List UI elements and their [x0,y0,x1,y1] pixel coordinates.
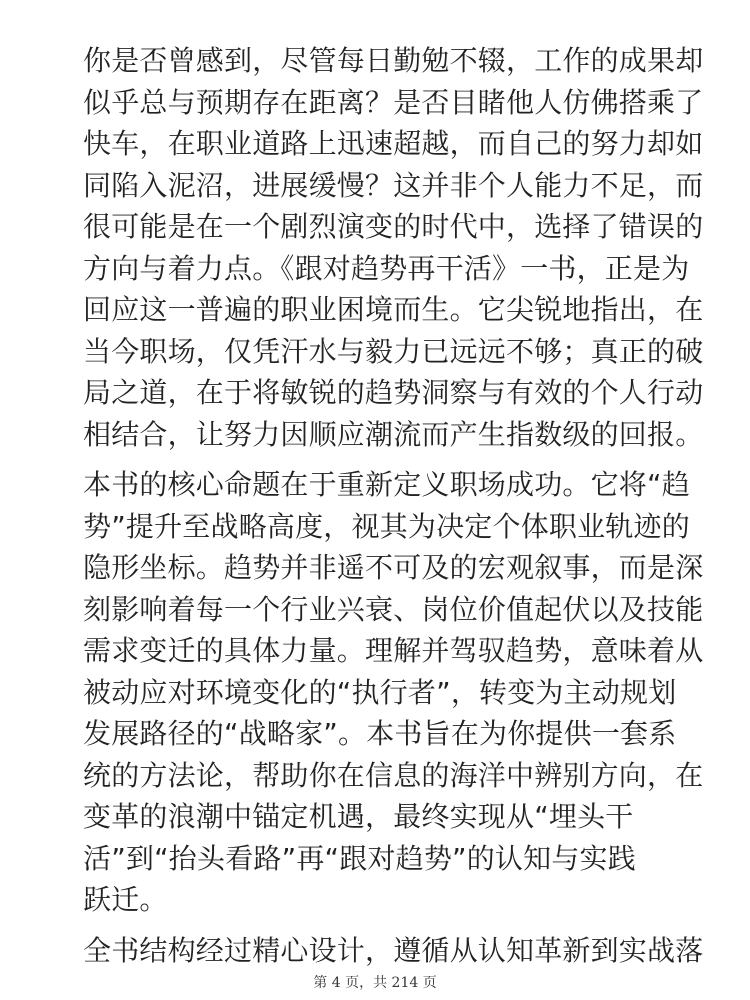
paragraph-1 [83,40,704,455]
text-line: 发展路径的“战略家”。本书旨在为你提供一套系 [83,717,677,750]
text-line: 回应这一普遍的职业困境而生。它尖锐地指出，在 [83,293,704,326]
text-line: 跃迁。 [83,883,168,916]
text-line: 同陷入泥沼，进展缓慢？这并非个人能力不足，而 [83,168,704,202]
page-footer [0,972,750,992]
paragraph-2 [83,464,704,921]
total-pages-number: 214 [391,975,419,991]
text-line: 刻影响着每一个行业兴衰、岗位价值起伏以及技能 [83,592,704,626]
text-line: 快车，在职业道路上迅速超越，而自己的努力却如 [83,127,704,160]
footer-prefix: 第 [313,975,328,991]
text-line: 统的方法论，帮助你在信息的海洋中辨别方向，在 [83,758,704,792]
text-line: 本书的核心命题在于重新定义职场成功。它将“趋 [83,468,690,501]
paragraph-3 [83,930,704,972]
text-line: 活”到“抬头看路”再“跟对趋势”的认知与实践 [83,841,636,875]
footer-middle: 页，共 [345,975,388,991]
text-line: 方向与着力点。《跟对趋势再干活》一书，正是为 [83,251,690,285]
footer-suffix: 页 [422,975,437,991]
text-line: 你是否曾感到，尽管每日勤勉不辍，工作的成果却 [83,44,704,77]
current-page-number: 4 [331,975,341,991]
text-line: 变革的浪潮中锚定机遇，最终实现从“埋头干 [83,800,634,833]
text-line: 需求变迁的具体力量。理解并驾驭趋势，意味着从 [83,634,704,667]
text-line: 全书结构经过精心设计，遵循从认知革新到实战落 [83,933,704,967]
text-line: 隐形坐标。趋势并非遥不可及的宏观叙事，而是深 [83,551,704,584]
text-line: 局之道，在于将敏锐的趋势洞察与有效的个人行动 [83,376,704,409]
text-line: 很可能是在一个剧烈演变的时代中，选择了错误的 [83,210,704,243]
text-line: 势”提升至战略高度，视其为决定个体职业轨迹的 [83,509,690,543]
text-line: 似乎总与预期存在距离？是否目睹他人仿佛搭乘了 [83,85,704,119]
text-line: 相结合，让努力因顺应潮流而产生指数级的回报。 [83,417,704,451]
text-line: 当今职场，仅凭汗水与毅力已远远不够；真正的破 [83,334,704,368]
body-text [83,40,704,980]
text-line: 被动应对环境变化的“执行者”，转变为主动规划 [83,675,677,709]
